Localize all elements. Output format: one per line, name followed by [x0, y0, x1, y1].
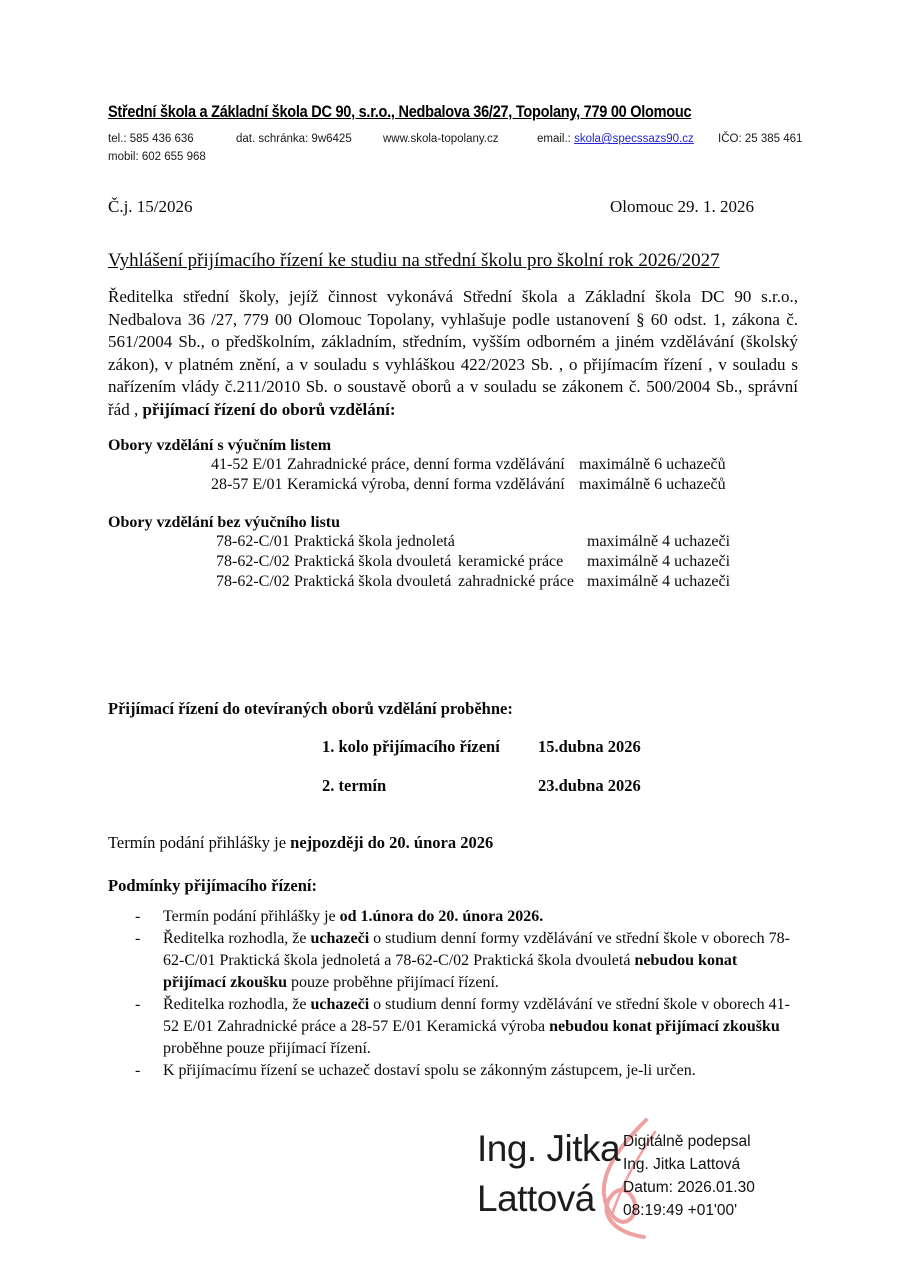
header-mobil: mobil: 602 655 968 [108, 151, 206, 163]
email-label: email.: [537, 133, 571, 145]
deadline-text: Termín podání přihlášky je [108, 833, 291, 852]
program-code: 41-52 E/01 [211, 456, 283, 473]
program-name: Keramická výroba, denní forma vzdělávání [287, 476, 565, 493]
schedule-round-date: 15.dubna 2026 [538, 737, 641, 756]
condition-item: - Ředitelka rozhodla, že uchazeči o studium denní formy vzdělávání ve střední škole v oborech 78-62-C/01 Praktická škola jednoletá a 78-62-C/02 Praktická škola dvouletá nebudou konat přijímací zkoušku pouze proběhne přijímací řízení. [135, 928, 803, 994]
program-name: Praktická škola dvouletá [294, 573, 452, 590]
schedule-heading: Přijímací řízení do otevíraných oborů vzdělání proběhne: [108, 699, 513, 718]
program-name: Praktická škola jednoletá [294, 533, 455, 550]
intro-bold-text: přijímací řízení do oborů vzdělání: [142, 399, 396, 419]
signature-name [477, 1124, 620, 1224]
signature-detail-line: Datum: 2026.01.30 [623, 1179, 755, 1196]
document-title: Vyhlášení přijímacího řízení ke studiu na střední školu pro školní rok 2026/2027 [108, 250, 720, 271]
section-heading-without-certificate: Obory vzdělání bez výučního listu [108, 514, 341, 531]
program-name: Zahradnické práce, denní forma vzdělávání [287, 456, 565, 473]
signature-detail-line: Digitálně podepsal [623, 1133, 751, 1150]
signature-details [623, 1130, 755, 1222]
place-and-date: Olomouc 29. 1. 2026 [610, 197, 755, 216]
schedule-round-date: 23.dubna 2026 [538, 776, 641, 795]
school-header-line: Střední škola a Základní škola DC 90, s.r.o., Nedbalova 36/27, Topolany, 779 00 Olomouc [108, 103, 692, 121]
program-capacity: maximálně 6 uchazečů [579, 456, 726, 473]
conditions-heading: Podmínky přijímacího řízení: [108, 876, 317, 895]
header-email [537, 133, 694, 145]
program-code: 28-57 E/01 [211, 476, 283, 493]
signature-detail-line: Ing. Jitka Lattová [623, 1156, 741, 1173]
intro-text: Ředitelka střední školy, jejíž činnost vykonává Střední škola a Základní škola DC 90 s.r.o., Nedbalova 36 /27, 779 00 Olomouc Topolany, vyhlašuje podle ustanovení § 60 odst. 1, zákona č. 561/2004 Sb., o předškolním, základním, středním, vyšším odborném a jiném vzdělávání (školský zákon), v platném znění, a v souladu s vyhláškou 422/2023 Sb. , o přijímacím řízení , v souladu s nařízením vlády č.211/2010 Sb. o soustavě oborů a v souladu se zákonem č. 500/2004 Sb., správní řád , [108, 287, 798, 419]
program-focus: zahradnické práce [458, 573, 574, 590]
conditions-list [135, 906, 803, 1082]
condition-item: - Ředitelka rozhodla, že uchazeči o studium denní formy vzdělávání ve střední škole v oborech 41-52 E/01 Zahradnické práce a 28-57 E/01 Keramická výroba nebudou konat přijímací zkoušku proběhne pouze přijímací řízení. [135, 994, 803, 1060]
reference-number: Č.j. 15/2026 [108, 197, 193, 216]
schedule-round-label: 2. termín [322, 776, 387, 795]
header-ico: IČO: 25 385 461 [718, 133, 803, 145]
program-capacity: maximálně 4 uchazeči [587, 573, 731, 590]
header-tel: tel.: 585 436 636 [108, 133, 194, 145]
program-capacity: maximálně 4 uchazeči [587, 553, 731, 570]
condition-item: - K přijímacímu řízení se uchazeč dostaví spolu se zákonným zástupcem, je-li určen. [135, 1060, 803, 1082]
deadline-bold-text: nejpozději do 20. února 2026 [290, 833, 494, 852]
program-focus: keramické práce [458, 553, 564, 570]
program-code: 78-62-C/02 [216, 573, 290, 590]
program-name: Praktická škola dvouletá [294, 553, 452, 570]
application-deadline [108, 833, 493, 853]
signature-name-line2: Lattová [477, 1178, 595, 1219]
program-code: 78-62-C/02 [216, 553, 290, 570]
email-link[interactable]: skola@specssazs90.cz [574, 133, 694, 145]
condition-item: - Termín podání přihlášky je od 1.února do 20. února 2026. [135, 906, 803, 928]
section-heading-with-certificate: Obory vzdělání s výučním listem [108, 437, 332, 454]
signature-name-line1: Ing. Jitka [477, 1128, 621, 1169]
program-capacity: maximálně 4 uchazeči [587, 533, 731, 550]
schedule-round-label: 1. kolo přijímacího řízení [322, 737, 500, 756]
intro-paragraph [108, 286, 798, 421]
header-website: www.skola-topolany.cz [383, 133, 499, 145]
program-capacity: maximálně 6 uchazečů [579, 476, 726, 493]
signature-detail-line: 08:19:49 +01'00' [623, 1202, 738, 1219]
header-databox: dat. schránka: 9w6425 [236, 133, 352, 145]
program-code: 78-62-C/01 [216, 533, 290, 550]
